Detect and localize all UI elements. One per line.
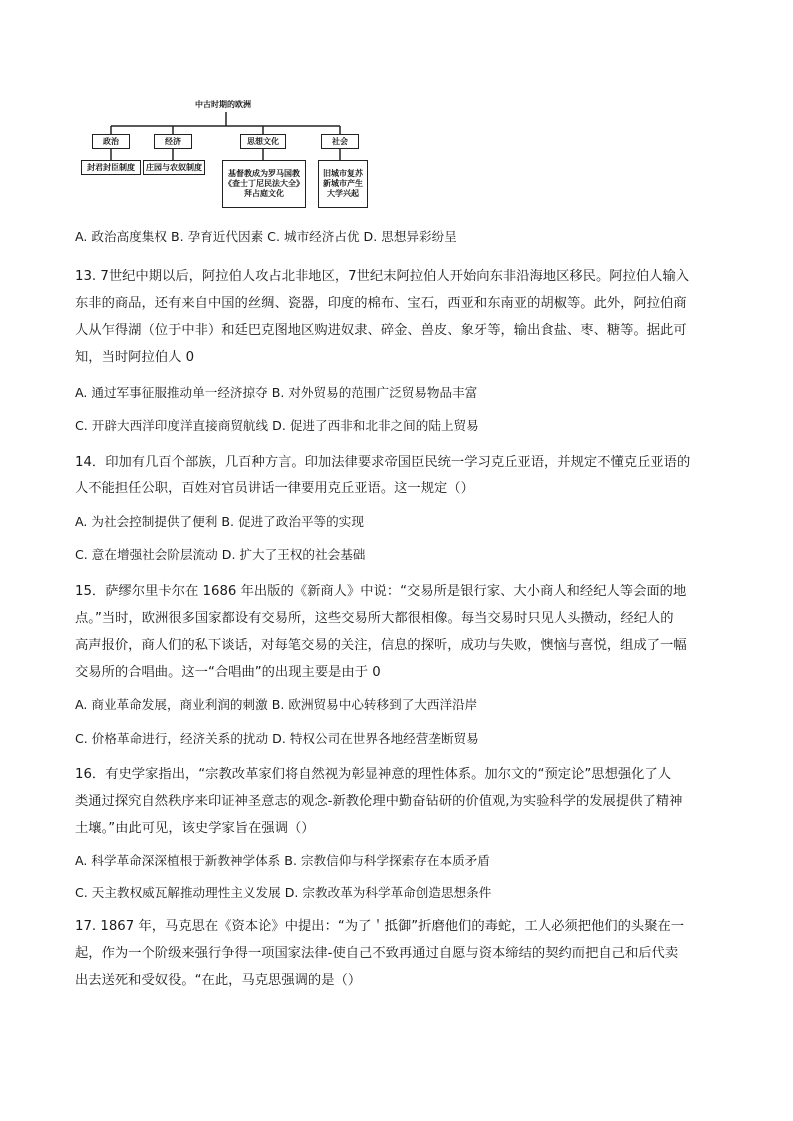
q13-option-ab: A. 通过军事征服推动单一经济掠夺 B. 对外贸易的范围广泛贸易物品丰富	[75, 385, 478, 400]
q15-line-2: 点。”当时，欧洲很多国家都设有交易所，这些交易所大都很相像。每当交易时只见人头攒动，经纪人的	[75, 611, 674, 626]
q13-line-3: 人从乍得湖（位于中非）和廷巴克图地区购进奴隶、碎金、兽皮、象牙等，输出食盐、枣、糖等。据此可	[75, 323, 687, 338]
detail-thought-culture	[222, 160, 306, 208]
detail-society-line-2: 新城市产生	[323, 179, 363, 188]
q16-option-ab: A. 科学革命深深植根于新教神学体系 B. 宗教信仰与科学探索存在本质矛盾	[75, 853, 490, 868]
q15-line-4: 交易所的合唱曲。这一“合唱曲”的出现主要是由于 0	[75, 665, 381, 680]
detail-politics: 封君封臣制度	[81, 160, 141, 175]
q15-line-1: 15．萨缪尔里卡尔在 1686 年出版的《新商人》中说：“交易所是银行家、大小商人和经纪人等会面的地	[75, 584, 687, 599]
q15-line-3: 高声报价，商人们的私下谈话，对每笔交易的关注，信息的探听，成功与失败，懊恼与喜悦，组成了一幅	[75, 638, 687, 653]
q13-line-4: 知，当时阿拉伯人 0	[75, 350, 195, 365]
category-society: 社会	[321, 134, 359, 149]
detail-society-line-1: 旧城市复苏	[323, 169, 363, 178]
q16-line-2: 类通过探究自然秩序来印证神圣意志的观念-新教伦理中勤奋钻研的价值观,为实验科学的发展提供了精神	[75, 794, 683, 809]
q14-option-ab: A. 为社会控制提供了便利 B. 促进了政治平等的实现	[75, 514, 364, 529]
q17-line-3: 出去送死和受奴役。“在此，马克思强调的是（）	[75, 973, 362, 988]
medieval-europe-diagram	[78, 92, 374, 214]
q15-option-ab: A. 商业革命发展，商业利润的刺激 B. 欧洲贸易中心转移到了大西洋沿岸	[75, 697, 478, 712]
detail-culture-line-3: 拜占庭文化	[244, 189, 284, 198]
q12-options: A. 政治高度集权 B. 孕育近代因素 C. 城市经济占优 D. 思想异彩纷呈	[75, 229, 457, 244]
detail-society-line-3: 大学兴起	[327, 189, 359, 198]
q17-line-2: 起，作为一个阶级来强行争得一项国家法律-使自己不致再通过自愿与资本缔结的契约而把自己和后代卖	[75, 946, 679, 961]
detail-culture-line-1: 基督教成为罗马国教	[228, 169, 300, 178]
category-economy: 经济	[154, 134, 192, 149]
q16-line-1: 16．有史学家指出，“宗教改革家们将自然视为彰显神意的理性体系。加尔文的“预定论”思想强化了人	[75, 767, 672, 782]
q14-line-1: 14．印加有几百个部族，几百种方言。印加法律要求帝国臣民统一学习克丘亚语，并规定不懂克丘亚语的	[75, 455, 691, 470]
q14-option-cd: C. 意在增强社会阶层流动 D. 扩大了王权的社会基础	[75, 547, 366, 562]
q14-line-2: 人不能担任公职，百姓对官员讲话一律要用克丘亚语。这一规定（）	[75, 481, 474, 496]
detail-society	[318, 160, 368, 208]
q15-option-cd: C. 价格革命进行，经济关系的扰动 D. 特权公司在世界各地经营垄断贸易	[75, 731, 479, 746]
q13-line-1: 13. 7世纪中期以后，阿拉伯人攻占北非地区，7世纪末阿拉伯人开始向东非沿海地区移民。阿拉伯人输入	[75, 269, 690, 284]
q16-option-cd: C. 天主教权威瓦解推动理性主义发展 D. 宗教改革为科学革命创造思想条件	[75, 885, 492, 900]
diagram-title: 中古时期的欧洲	[195, 100, 251, 109]
detail-culture-line-2: 《查士丁尼民法大全》	[224, 179, 304, 188]
category-thought-culture: 思想文化	[240, 134, 286, 149]
q17-line-1: 17. 1867 年，马克思在《资本论》中提出：“为了＇抵御”折磨他们的毒蛇，工人必须把他们的头聚在一	[75, 919, 685, 934]
q16-line-3: 土壤。”由此可见，该史学家旨在强调（）	[75, 821, 315, 836]
category-politics: 政治	[92, 134, 130, 149]
q13-option-cd: C. 开辟大西洋印度洋直接商贸航线 D. 促进了西非和北非之间的陆上贸易	[75, 418, 479, 433]
detail-economy: 庄园与农奴制度	[143, 160, 205, 175]
q13-line-2: 东非的商品，还有来自中国的丝绸、瓷器，印度的棉布、宝石，西亚和东南亚的胡椒等。此外，阿拉伯商	[75, 296, 687, 311]
